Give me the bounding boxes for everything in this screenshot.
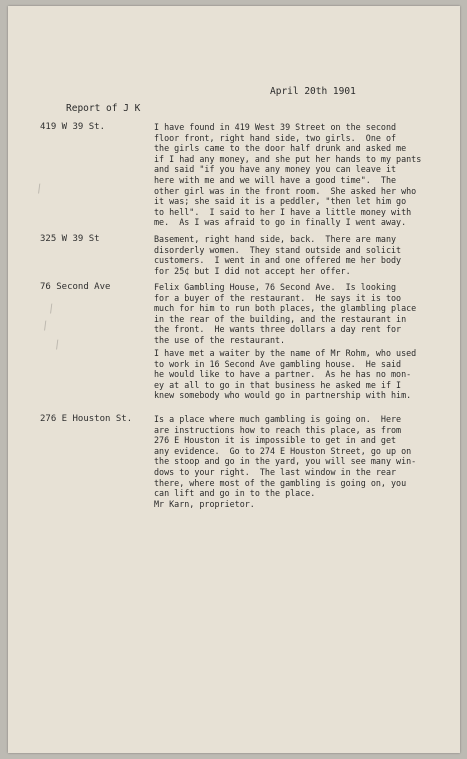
pencil-mark: / bbox=[52, 337, 63, 352]
report-title: Report of J K bbox=[66, 103, 141, 114]
entry-text: Is a place where much gambling is going on. Here are instructions how to reach this place, as from 276 E Houston it is impossible to get in and get any evidence. Go to 274 E Houston Street, go up on the stoop and go in the yard, you will see many win- dows to your right. The last window in the rear there, where most of the gambling is going on, you can lift and go in to the place. Mr Karn, proprietor. bbox=[154, 414, 417, 509]
pencil-mark: / bbox=[46, 301, 57, 316]
typewritten-page bbox=[8, 6, 460, 753]
entry-address: 76 Second Ave bbox=[40, 282, 111, 292]
entry-address: 325 W 39 St bbox=[40, 234, 100, 244]
entry-text: I have found in 419 West 39 Street on the second floor front, right hand side, two girls. One of the girls came to the door half drunk and asked me if I had any money, and she put her hands to my pants and said "if you have any money you can leave it here with me and we will have a good time". The other girl was in the front room. She asked her who it was; she said it is a peddler, "then let him go to hell". I said to her I have a little money with me. As I was afraid to go in finally I went away. bbox=[154, 122, 422, 228]
entry-address: 419 W 39 St. bbox=[40, 122, 106, 132]
pencil-mark: / bbox=[40, 318, 51, 333]
report-date: April 20th 1901 bbox=[270, 86, 356, 97]
entry-address: 276 E Houston St. bbox=[40, 414, 133, 424]
entry-text: I have met a waiter by the name of Mr Rohm, who used to work in 16 Second Ave gambling house. He said he would like to have a partner. As he has no mon- ey at all to go in that business he asked me if I knew somebody who would go in partnership with him. bbox=[154, 348, 417, 401]
entry-text: Felix Gambling House, 76 Second Ave. Is looking for a buyer of the restaurant. He says it is too much for him to run both places, the glambling place in the rear of the building, and the restaurant in the front. He wants three dollars a day rent for the use of the restaurant. bbox=[154, 282, 417, 345]
pencil-mark: / bbox=[34, 181, 45, 196]
entry-text: Basement, right hand side, back. There are many disorderly women. They stand outside and solicit customers. I went in and one offered me her body for 25¢ but I did not accept her offer. bbox=[154, 234, 402, 276]
